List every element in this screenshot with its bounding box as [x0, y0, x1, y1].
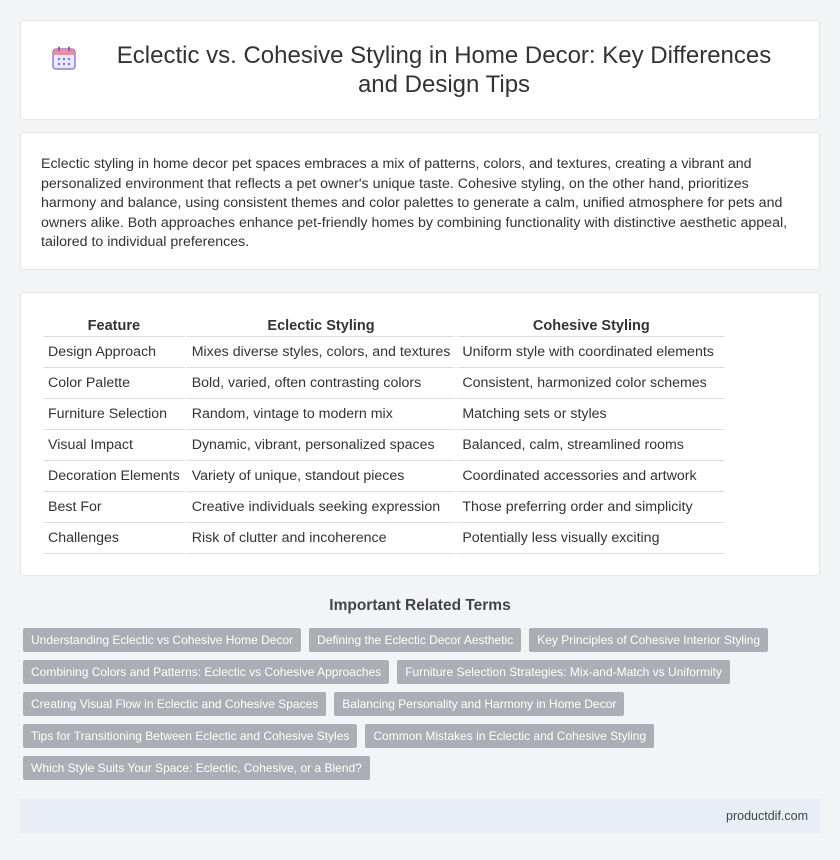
title-wrap	[51, 41, 789, 99]
intro-paragraph: Eclectic styling in home decor pet spaces embraces a mix of patterns, colors, and textures, creating a vibrant and personalized environment that reflects a pet owner's unique taste. Cohesive styling, on the other hand, prioritizes harmony and balance, using consistent themes and color palettes to generate a calm, unified atmosphere for pets and owners alike. Both approaches enhance pet-friendly homes by combining functionality with distinctive aesthetic appeal, tailored to individual preferences.	[41, 156, 788, 250]
table-cell: Best For	[43, 492, 185, 523]
header-cohesive: Cohesive Styling	[457, 315, 725, 337]
table-cell: Furniture Selection	[43, 399, 185, 430]
table-cell: Consistent, harmonized color schemes	[457, 368, 725, 399]
calendar-icon	[51, 45, 77, 71]
footer-site-link[interactable]: productdif.com	[726, 809, 808, 823]
table-row	[43, 368, 725, 399]
table-cell: Balanced, calm, streamlined rooms	[457, 430, 725, 461]
comparison-table-card	[20, 292, 820, 576]
related-terms-title: Important Related Terms	[329, 597, 511, 614]
table-cell: Potentially less visually exciting	[457, 523, 725, 554]
header-feature: Feature	[43, 315, 185, 337]
table-row	[43, 399, 725, 430]
table-cell: Coordinated accessories and artwork	[457, 461, 725, 492]
table-cell: Dynamic, vibrant, personalized spaces	[187, 430, 456, 461]
table-row	[43, 492, 725, 523]
table-cell: Challenges	[43, 523, 185, 554]
table-cell: Creative individuals seeking expression	[187, 492, 456, 523]
table-cell: Matching sets or styles	[457, 399, 725, 430]
table-row	[43, 461, 725, 492]
related-term-tag[interactable]: Combining Colors and Patterns: Eclectic vs Cohesive Approaches	[23, 660, 389, 684]
related-term-tag[interactable]: Key Principles of Cohesive Interior Styling	[529, 628, 768, 652]
related-terms-list	[20, 628, 820, 780]
table-cell: Color Palette	[43, 368, 185, 399]
related-term-tag[interactable]: Common Mistakes in Eclectic and Cohesive Styling	[365, 724, 654, 748]
page-title: Eclectic vs. Cohesive Styling in Home Decor: Key Differences and Design Tips	[116, 42, 772, 98]
related-term-tag[interactable]: Furniture Selection Strategies: Mix-and-Match vs Uniformity	[397, 660, 730, 684]
table-cell: Risk of clutter and incoherence	[187, 523, 456, 554]
table-cell: Those preferring order and simplicity	[457, 492, 725, 523]
table-cell: Uniform style with coordinated elements	[457, 337, 725, 368]
table-cell: Visual Impact	[43, 430, 185, 461]
related-term-tag[interactable]: Balancing Personality and Harmony in Home Decor	[334, 692, 624, 716]
header-card	[20, 20, 820, 120]
table-cell: Variety of unique, standout pieces	[187, 461, 456, 492]
table-row	[43, 430, 725, 461]
table-cell: Mixes diverse styles, colors, and textures	[187, 337, 456, 368]
related-term-tag[interactable]: Tips for Transitioning Between Eclectic and Cohesive Styles	[23, 724, 357, 748]
table-cell: Random, vintage to modern mix	[187, 399, 456, 430]
table-row	[43, 523, 725, 554]
table-cell: Bold, varied, often contrasting colors	[187, 368, 456, 399]
related-term-tag[interactable]: Creating Visual Flow in Eclectic and Cohesive Spaces	[23, 692, 326, 716]
table-cell: Design Approach	[43, 337, 185, 368]
related-term-tag[interactable]: Defining the Eclectic Decor Aesthetic	[309, 628, 521, 652]
table-cell: Decoration Elements	[43, 461, 185, 492]
intro-card	[20, 132, 820, 270]
table-header-row	[43, 315, 725, 337]
table-row	[43, 337, 725, 368]
related-term-tag[interactable]: Which Style Suits Your Space: Eclectic, Cohesive, or a Blend?	[23, 756, 370, 780]
header-eclectic: Eclectic Styling	[187, 315, 456, 337]
footer	[20, 799, 820, 833]
comparison-table	[41, 315, 727, 554]
related-term-tag[interactable]: Understanding Eclectic vs Cohesive Home Decor	[23, 628, 301, 652]
